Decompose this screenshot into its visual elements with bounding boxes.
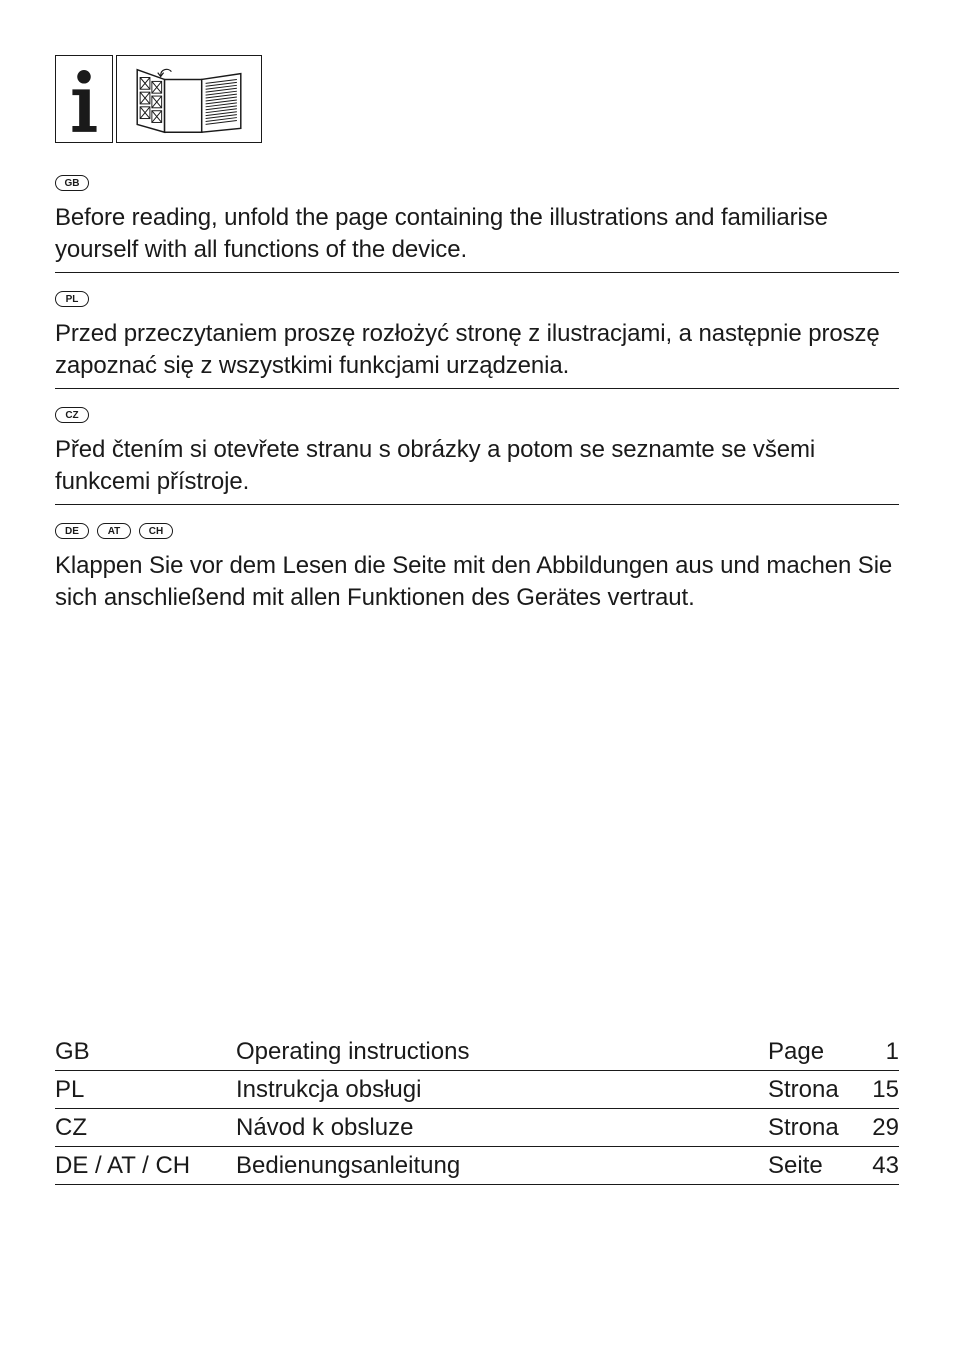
language-badges bbox=[55, 406, 899, 424]
toc-page-label: Strona bbox=[768, 1071, 858, 1109]
section-text-de: Klappen Sie vor dem Lesen die Seite mit den Abbildungen aus und machen Sie sich anschließend mit allen Funktionen des Gerätes vertraut. bbox=[55, 552, 893, 611]
toc-language: CZ bbox=[55, 1109, 236, 1147]
unfold-page-icon bbox=[116, 55, 262, 143]
section-de-at-ch bbox=[55, 522, 899, 614]
toc-row[interactable] bbox=[55, 1071, 899, 1109]
toc-row[interactable] bbox=[55, 1033, 899, 1071]
section-gb bbox=[55, 174, 899, 266]
section-text-gb: Before reading, unfold the page containing the illustrations and familiarise yourself with all functions of the device. bbox=[55, 204, 828, 263]
divider bbox=[55, 504, 899, 505]
toc-title: Bedienungsanleitung bbox=[236, 1147, 768, 1185]
language-badge-at: AT bbox=[97, 523, 131, 539]
toc-page-number: 29 bbox=[858, 1109, 899, 1147]
toc-page-number: 1 bbox=[858, 1033, 899, 1071]
toc-page-label: Page bbox=[768, 1033, 858, 1071]
toc-language: DE / AT / CH bbox=[55, 1147, 236, 1185]
language-badge-cz: CZ bbox=[55, 407, 89, 423]
toc-language: PL bbox=[55, 1071, 236, 1109]
divider bbox=[55, 388, 899, 389]
divider bbox=[55, 272, 899, 273]
toc-page-label: Strona bbox=[768, 1109, 858, 1147]
language-badge-pl: PL bbox=[55, 291, 89, 307]
language-badge-de: DE bbox=[55, 523, 89, 539]
toc-title: Operating instructions bbox=[236, 1033, 768, 1071]
language-badge-ch: CH bbox=[139, 523, 173, 539]
toc-page-number: 15 bbox=[858, 1071, 899, 1109]
language-badges bbox=[55, 522, 899, 540]
table-of-contents bbox=[55, 1033, 899, 1185]
info-icon bbox=[55, 55, 113, 143]
toc-row[interactable] bbox=[55, 1147, 899, 1185]
toc-page-label: Seite bbox=[768, 1147, 858, 1185]
section-text-pl: Przed przeczytaniem proszę rozłożyć stronę z ilustracjami, a następnie proszę zapoznać się z wszystkimi funkcjami urządzenia. bbox=[55, 320, 880, 379]
section-pl bbox=[55, 290, 899, 382]
language-badges bbox=[55, 290, 899, 308]
language-badge-gb: GB bbox=[55, 175, 89, 191]
section-text-cz: Před čtením si otevřete stranu s obrázky a potom se seznamte se všemi funkcemi přístroje. bbox=[55, 436, 816, 495]
language-badges bbox=[55, 174, 899, 192]
toc-title: Návod k obsluze bbox=[236, 1109, 768, 1147]
toc-row[interactable] bbox=[55, 1109, 899, 1147]
toc-page-number: 43 bbox=[858, 1147, 899, 1185]
toc-title: Instrukcja obsługi bbox=[236, 1071, 768, 1109]
toc-language: GB bbox=[55, 1033, 236, 1071]
section-cz bbox=[55, 406, 899, 498]
